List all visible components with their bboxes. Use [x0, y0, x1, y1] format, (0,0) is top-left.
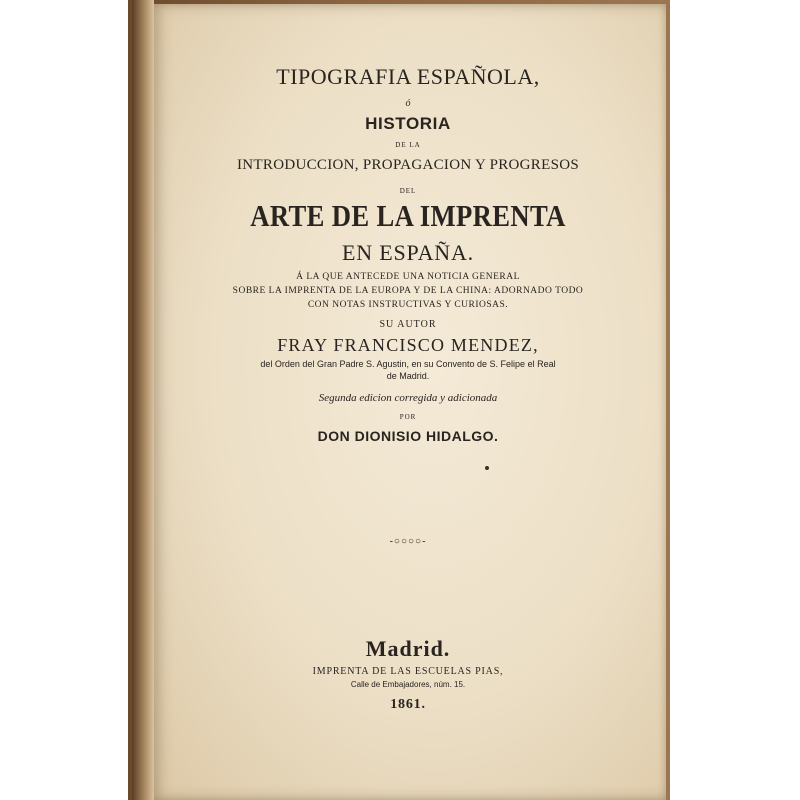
editor-name: DON DIONISIO HIDALGO. [317, 428, 499, 444]
ornament-rule: -○○○○- [389, 536, 427, 547]
title-line-8: EN ESPAÑA. [342, 240, 474, 265]
title-line-2: ó [405, 98, 411, 109]
author-label: SU AUTOR [379, 319, 437, 330]
imprint-printer: IMPRENTA DE LAS ESCUELAS PIAS, [312, 666, 504, 677]
subtitle-line-3: CON NOTAS INSTRUCTIVAS Y CURIOSAS. [307, 300, 509, 310]
imprint-year: 1861. [390, 697, 426, 712]
subtitle-line-1: Á LA QUE ANTECEDE UNA NOTICIA GENERAL [296, 272, 520, 282]
title-line-5: INTRODUCCION, PROPAGACION Y PROGRESOS [237, 157, 579, 173]
edition-note: Segunda edicion corregida y adicionada [318, 392, 498, 404]
title-line-6: DEL [399, 187, 417, 195]
main-title: ARTE DE LA IMPRENTA [250, 198, 566, 233]
imprint-city: Madrid. [365, 636, 451, 661]
author-affiliation-2: de Madrid. [386, 371, 430, 381]
title-line-1: TIPOGRAFIA ESPAÑOLA, [276, 64, 540, 89]
author-name: FRAY FRANCISCO MENDEZ, [277, 335, 539, 355]
ink-dot [485, 466, 489, 470]
subtitle-line-2: SOBRE LA IMPRENTA DE LA EUROPA Y DE LA CHINA: ADORNADO TODO [232, 286, 584, 296]
title-line-3: HISTORIA [365, 114, 451, 133]
author-affiliation-1: del Orden del Gran Padre S. Agustin, en su Convento de S. Felipe el Real [260, 359, 556, 369]
by-label: POR [399, 413, 417, 421]
title-line-4: DE LA [395, 141, 421, 149]
imprint-address: Calle de Embajadores, núm. 15. [350, 680, 466, 689]
